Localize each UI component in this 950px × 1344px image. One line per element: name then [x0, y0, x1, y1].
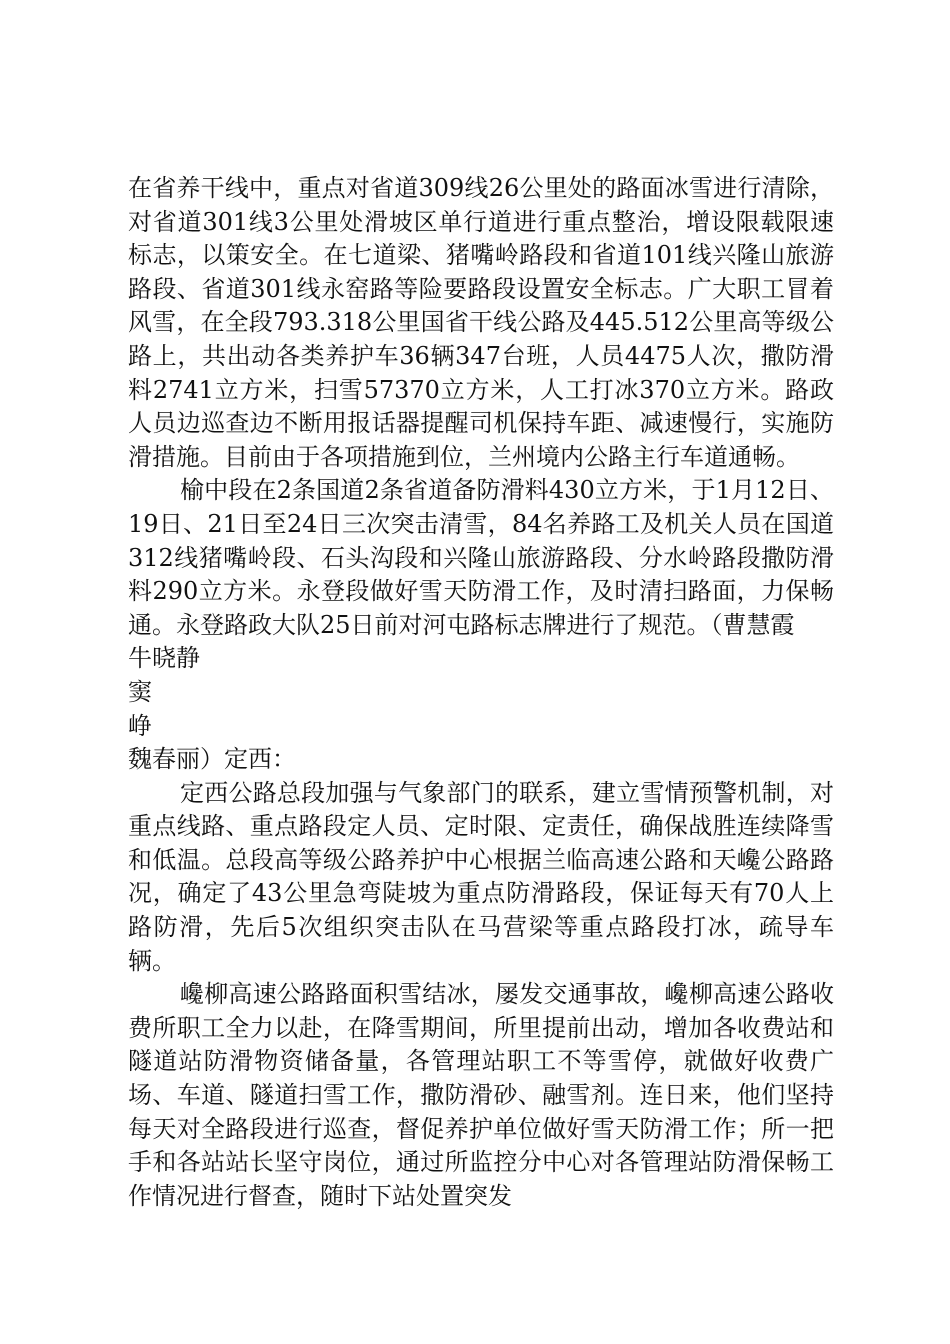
- document-body: [128, 172, 834, 1213]
- author-name-1: 牛晓静: [128, 644, 200, 673]
- paragraph-1: 在省养干线中，重点对省道309线26公里处的路面冰雪进行清除，对省道301线3公里处滑坡区单行道进行重点整治，增设限载限速标志，以策安全。在七道梁、猪嘴岭路段和省道101线兴隆山旅游路段、省道301线永窑路等险要路段设置安全标志。广大职工冒着风雪，在全段793.318公里国省干线公路及445.512公里高等级公路上，共出动各类养护车36辆347台班，人员4475人次，撒防滑料2741立方米，扫雪57370立方米，人工打冰370立方米。路政人员边巡查边不断用报话器提醒司机保持车距、减速慢行，实施防滑措施。目前由于各项措施到位，兰州境内公路主行车道通畅。: [128, 174, 834, 471]
- paragraph-2: 榆中段在2条国道2条省道备防滑料430立方米，于1月12日、19日、21日至24日三次突击清雪，84名养路工及机关人员在国道312线猪嘴岭段、石头沟段和兴隆山旅游路段、分水岭路段撒防滑料290立方米。永登段做好雪天防滑工作，及时清扫路面，力保畅通。永登路政大队25日前对河屯路标志牌进行了规范。（曹慧霞: [128, 476, 834, 639]
- paragraph-4: 巉柳高速公路路面积雪结冰，屡发交通事故，巉柳高速公路收费所职工全力以赴，在降雪期间，所里提前出动，增加各收费站和隧道站防滑物资储备量，各管理站职工不等雪停，就做好收费广场、车道、隧道扫雪工作，撒防滑砂、融雪剂。连日来，他们坚持每天对全路段进行巡查，督促养护单位做好雪天防滑工作；所一把手和各站站长坚守岗位，通过所监控分中心对各管理站防滑保畅工作情况进行督查，随时下站处置突发: [128, 980, 834, 1210]
- author-name-3: 峥: [128, 711, 152, 740]
- paragraph-3: 定西公路总段加强与气象部门的联系，建立雪情预警机制，对重点线路、重点路段定人员、定时限、定责任，确保战胜连续降雪和低温。总段高等级公路养护中心根据兰临高速公路和天巉公路路况，确定了43公里急弯陡坡为重点防滑路段，保证每天有70人上路防滑，先后5次组织突击队在马营梁等重点路段打冰，疏导车辆。: [128, 778, 834, 975]
- author-name-2: 窦: [128, 677, 152, 706]
- author-name-4-and-section: 魏春丽）定西：: [128, 745, 296, 774]
